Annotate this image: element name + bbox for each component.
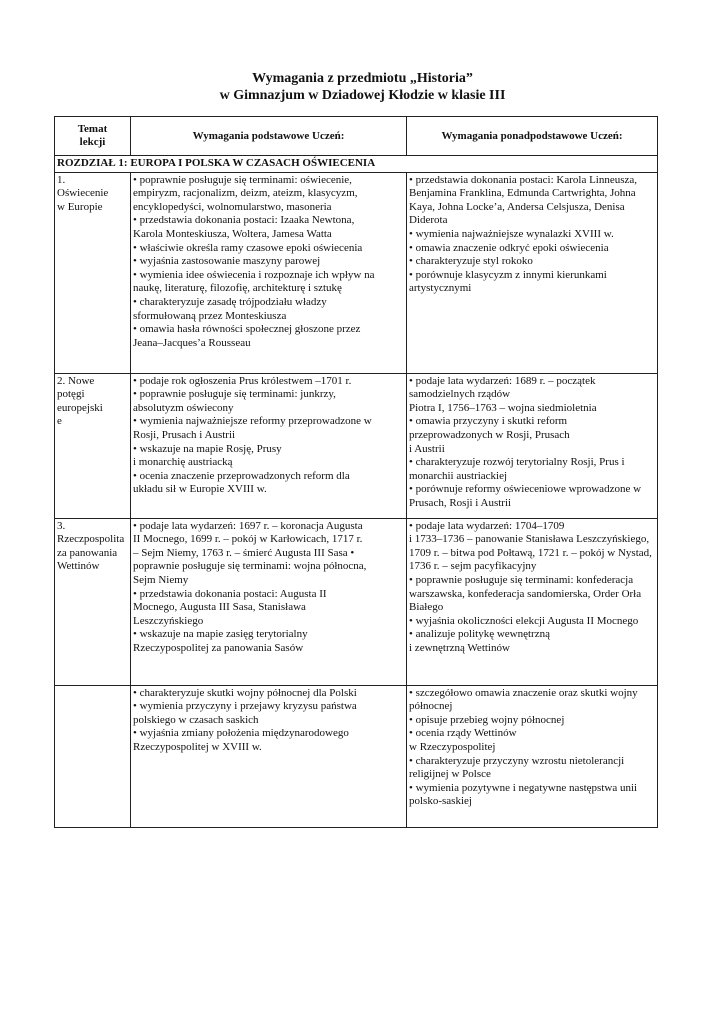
- requirement-line: układu sił w Europie XVIII w.: [133, 483, 267, 496]
- requirement-line: artystycznymi: [409, 282, 472, 295]
- requirement-line: • charakteryzuje styl rokoko: [409, 255, 533, 268]
- requirement-line: i monarchię austriacką: [133, 456, 233, 469]
- topic-line: 1.: [57, 173, 66, 186]
- requirement-line: Kaya, Johna Locke’a, Andersa Celsjusza, Denisa: [409, 200, 625, 213]
- table-row: [55, 685, 658, 827]
- requirement-line: • omawia hasła równości społecznej głoszone przez: [133, 323, 361, 336]
- header-topic-line-2: lekcji: [79, 136, 106, 148]
- requirement-line: Jeana–Jacques’a Rousseau: [133, 336, 251, 349]
- advanced-requirements-cell: [407, 518, 658, 685]
- requirement-line: encyklopedyści, wolnomularstwo, masoneria: [133, 200, 332, 213]
- header-basic: Wymagania podstawowe Uczeń:: [131, 117, 407, 156]
- requirement-line: Piotra I, 1756–1763 – wojna siedmioletnia: [409, 401, 597, 414]
- topic-line: w Europie: [57, 200, 103, 213]
- requirement-line: Sejm Niemy: [133, 573, 189, 586]
- topic-line: europejski: [57, 401, 103, 414]
- requirement-line: • przedstawia dokonania postaci: Augusta II: [133, 587, 327, 600]
- requirement-line: • wymienia idee oświecenia i rozpoznaje ich wpływ na: [133, 268, 375, 281]
- requirement-line: i zewnętrzną Wettinów: [409, 641, 510, 654]
- requirement-line: • poprawnie posługuje się terminami: konfederacja: [409, 573, 634, 586]
- requirement-line: • podaje rok ogłoszenia Prus królestwem –1701 r.: [133, 374, 352, 387]
- requirement-line: • charakteryzuje rozwój terytorialny Rosji, Prus i: [409, 456, 625, 469]
- requirement-line: – Sejm Niemy, 1763 r. – śmierć Augusta III Sasa •: [133, 546, 355, 559]
- topic-line: 3.: [57, 519, 66, 532]
- table-row: [55, 172, 658, 373]
- requirement-line: polsko-saskiej: [409, 795, 472, 808]
- basic-requirements-cell: [131, 373, 407, 518]
- requirement-line: • ocenia rządy Wettinów: [409, 727, 517, 740]
- requirement-line: • przedstawia dokonania postaci: Karola Linneusza,: [409, 173, 638, 186]
- requirement-line: Benjamina Franklina, Edmunda Cartwrighta, Johna: [409, 187, 636, 200]
- basic-requirements-cell: [131, 518, 407, 685]
- topic-cell: [55, 518, 131, 685]
- requirement-line: religijnej w Polsce: [409, 768, 491, 781]
- requirement-line: monarchii austriackiej: [409, 469, 508, 482]
- requirement-line: II Mocnego, 1699 r. – pokój w Karłowicach, 1717 r.: [133, 533, 363, 546]
- requirement-line: • wyjaśnia zmiany położenia międzynarodowego: [133, 727, 349, 740]
- requirement-line: poprawnie posługuje się terminami: wojna północna,: [133, 560, 367, 573]
- requirement-line: Leszczyńskiego: [133, 614, 204, 627]
- requirement-line: i Austrii: [409, 442, 445, 455]
- requirement-line: • wyjaśnia okoliczności elekcji Augusta II Mocnego: [409, 614, 639, 627]
- header-topic: [55, 117, 131, 156]
- requirement-line: • charakteryzuje przyczyny wzrostu nietolerancji: [409, 754, 625, 767]
- advanced-requirements-cell: [407, 172, 658, 373]
- requirement-line: • wskazuje na mapie Rosję, Prusy: [133, 442, 282, 455]
- requirement-line: naukę, literaturę, filozofię, architekturę i sztukę: [133, 282, 342, 295]
- requirement-line: • opisuje przebieg wojny północnej: [409, 713, 565, 726]
- requirement-line: i 1733–1736 – panowanie Stanisława Leszczyńskiego,: [409, 533, 650, 546]
- requirement-line: Rosji, Prusach i Austrii: [133, 428, 236, 441]
- title-line-1: Wymagania z przedmiotu „Historia”: [252, 71, 473, 86]
- requirement-line: • wyjaśnia zastosowanie maszyny parowej: [133, 255, 321, 268]
- document-title: [0, 70, 725, 104]
- requirement-line: Białego: [409, 601, 444, 614]
- requirement-line: 1736 r. – sejm pacyfikacyjny: [409, 560, 537, 573]
- requirement-line: • wymienia przyczyny i przejawy kryzysu państwa: [133, 700, 357, 713]
- requirement-line: • omawia przyczyny i skutki reform: [409, 415, 568, 428]
- requirement-line: • omawia znaczenie odkryć epoki oświecenia: [409, 241, 609, 254]
- header-topic-line-1: Temat: [77, 123, 108, 135]
- chapter-row: [55, 156, 658, 173]
- requirement-line: w Rzeczypospolitej: [409, 740, 496, 753]
- requirement-line: Mocnego, Augusta III Sasa, Stanisława: [133, 601, 306, 614]
- requirement-line: Diderota: [409, 214, 448, 227]
- requirement-line: • charakteryzuje skutki wojny północnej dla Polski: [133, 686, 357, 699]
- basic-requirements-cell: [131, 172, 407, 373]
- requirement-line: przeprowadzonych w Rosji, Prusach: [409, 428, 570, 441]
- requirement-line: warszawska, konfederacja sandomierska, Order Orła: [409, 587, 642, 600]
- advanced-requirements-cell: [407, 685, 658, 827]
- requirement-line: • analizuje politykę wewnętrzną: [409, 628, 550, 641]
- requirement-line: absolutyzm oświecony: [133, 401, 234, 414]
- requirement-line: empiryzm, racjonalizm, deizm, ateizm, klasycyzm,: [133, 187, 358, 200]
- topic-line: Oświecenie: [57, 187, 109, 200]
- requirement-line: Rzeczypospolitej w XVIII w.: [133, 740, 262, 753]
- topic-cell: [55, 172, 131, 373]
- basic-requirements-cell: [131, 685, 407, 827]
- title-line-2: w Gimnazjum w Dziadowej Kłodzie w klasie III: [219, 88, 506, 103]
- requirement-line: • podaje lata wydarzeń: 1689 r. – początek: [409, 374, 596, 387]
- requirement-line: Karola Monteskiusza, Woltera, Jamesa Watta: [133, 227, 332, 240]
- topic-line: Rzeczpospolita: [57, 533, 125, 546]
- requirement-line: • przedstawia dokonania postaci: Izaaka Newtona,: [133, 214, 355, 227]
- table-row: [55, 518, 658, 685]
- requirement-line: • wymienia pozytywne i negatywne następstwa unii: [409, 781, 638, 794]
- requirement-line: samodzielnych rządów: [409, 388, 511, 401]
- requirement-line: • porównuje klasycyzm z innymi kierunkami: [409, 268, 607, 281]
- advanced-requirements-cell: [407, 373, 658, 518]
- requirement-line: • szczegółowo omawia znaczenie oraz skutki wojny: [409, 686, 638, 699]
- requirement-line: • wymienia najważniejsze wynalazki XVIII w.: [409, 227, 614, 240]
- requirement-line: • porównuje reformy oświeceniowe wprowadzone w: [409, 483, 642, 496]
- chapter-heading: ROZDZIAŁ 1: EUROPA I POLSKA W CZASACH OŚWIECENIA: [55, 156, 658, 173]
- topic-line: potęgi: [57, 388, 85, 401]
- requirement-line: sformułowaną przez Monteskiusza: [133, 309, 287, 322]
- header-advanced: Wymagania ponadpodstawowe Uczeń:: [407, 117, 658, 156]
- topic-cell: [55, 685, 131, 827]
- requirement-line: • poprawnie posługuje się terminami: junkrzy,: [133, 388, 336, 401]
- table-header-row: [55, 117, 658, 156]
- requirement-line: Prusach, Rosji i Austrii: [409, 496, 512, 509]
- requirement-line: • wymienia najważniejsze reformy przeprowadzone w: [133, 415, 372, 428]
- topic-line: Wettinów: [57, 560, 100, 573]
- requirement-line: • podaje lata wydarzeń: 1704–1709: [409, 519, 565, 532]
- requirement-line: Rzeczypospolitej za panowania Sasów: [133, 641, 304, 654]
- requirement-line: polskiego w czasach saskich: [133, 713, 259, 726]
- table-row: [55, 373, 658, 518]
- topic-line: za panowania: [57, 546, 118, 559]
- requirement-line: • podaje lata wydarzeń: 1697 r. – koronacja Augusta: [133, 519, 363, 532]
- topic-line: 2. Nowe: [57, 374, 95, 387]
- requirement-line: • ocenia znaczenie przeprowadzonych reform dla: [133, 469, 350, 482]
- requirement-line: • poprawnie posługuje się terminami: oświecenie,: [133, 173, 352, 186]
- requirements-table: [54, 116, 658, 828]
- topic-cell: [55, 373, 131, 518]
- requirement-line: • właściwie określa ramy czasowe epoki oświecenia: [133, 241, 363, 254]
- requirement-line: 1709 r. – bitwa pod Połtawą, 1721 r. – pokój w Nystad,: [409, 546, 652, 559]
- topic-line: e: [57, 415, 62, 428]
- requirement-line: północnej: [409, 700, 453, 713]
- requirement-line: • charakteryzuje zasadę trójpodziału władzy: [133, 295, 327, 308]
- requirement-line: • wskazuje na mapie zasięg terytorialny: [133, 628, 308, 641]
